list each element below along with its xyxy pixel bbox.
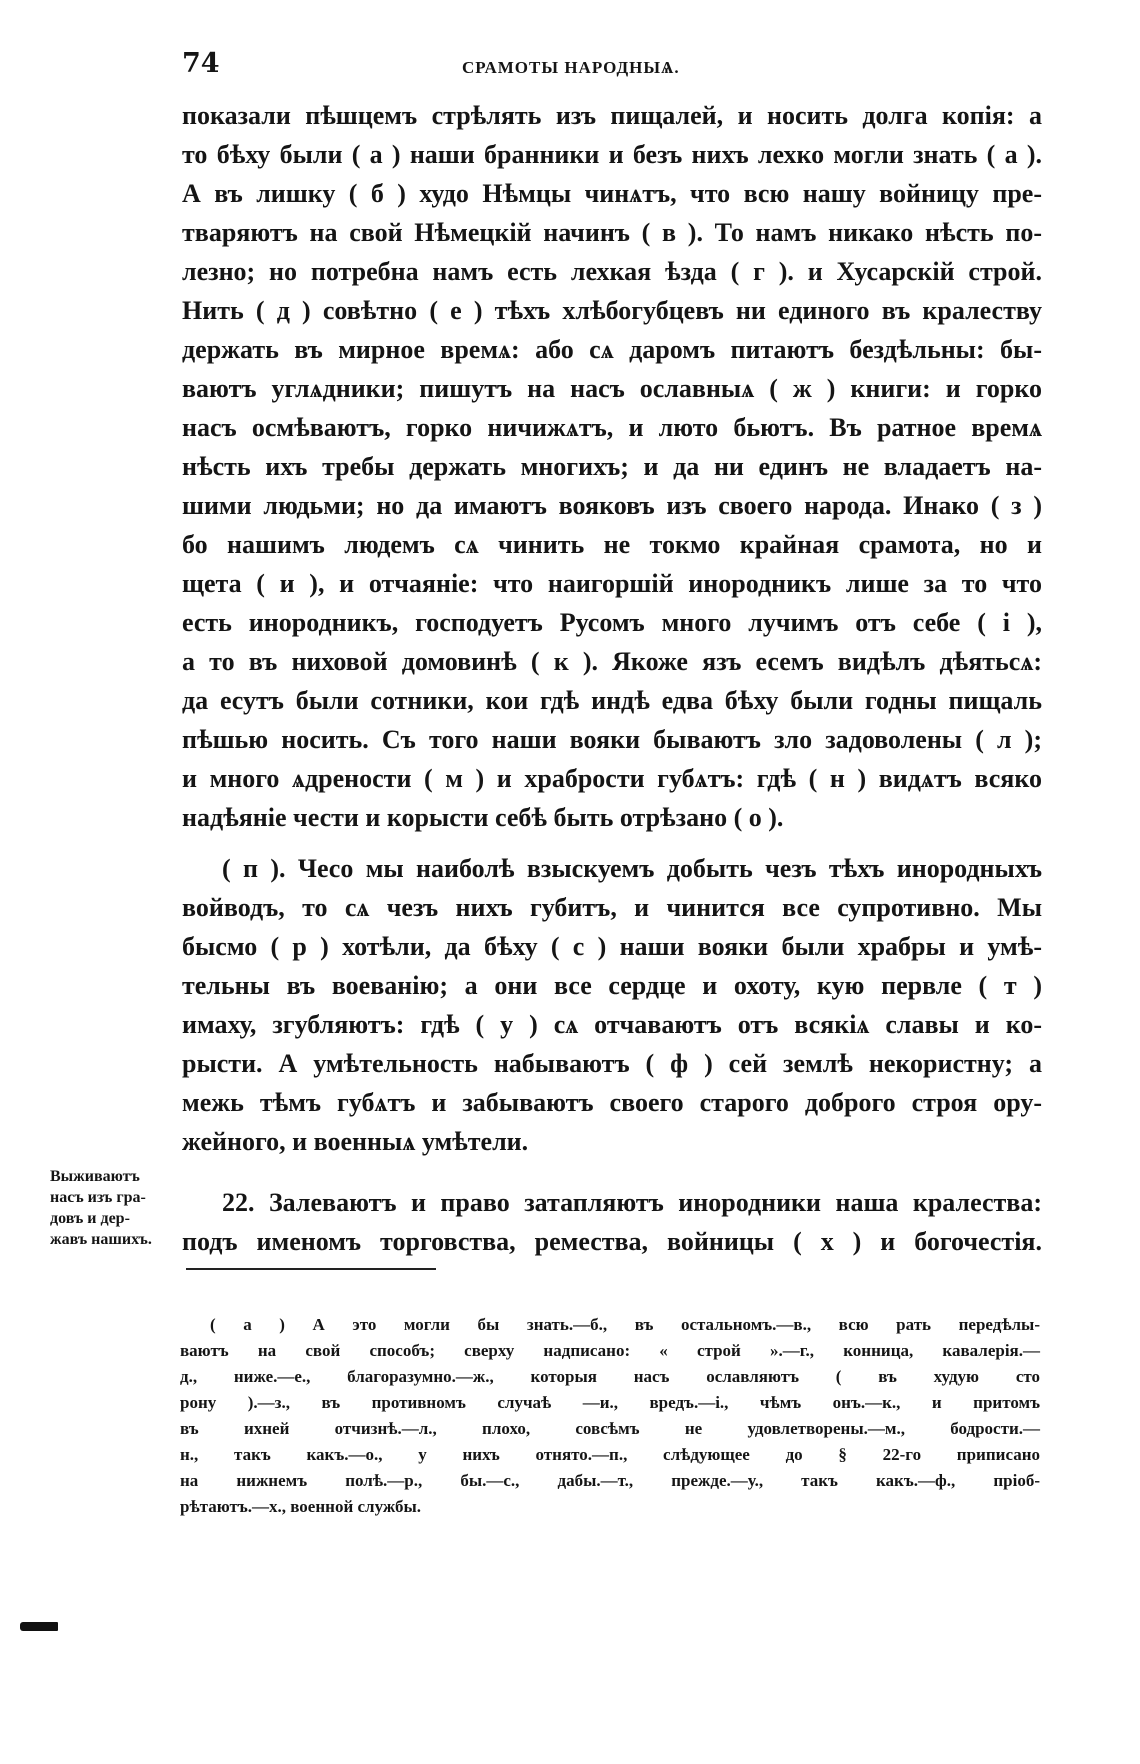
text-line: показали пѣшцемъ стрѣлять изъ пищалей, и носить долга копія: а [182, 101, 1042, 130]
paragraph-2 [182, 849, 1042, 1161]
text-line: насъ осмѣваютъ, горко ничижѧтъ, и люто бьютъ. Въ ратное времѧ [182, 413, 1042, 442]
text-line: тваряютъ на свой Нѣмецкій начинъ ( в ). То намъ никако нѣсть по- [182, 218, 1042, 247]
text-line: рысти. А умѣтельность набываютъ ( ф ) сей землѣ некористну; а [182, 1049, 1042, 1078]
text-line: подъ именомъ торговства, ремества, войницы ( х ) и богочестія. [182, 1227, 1042, 1256]
text-line: держать въ мирное времѧ: або сѧ даромъ питаютъ бездѣльны: бы- [182, 335, 1042, 364]
paragraph-1 [182, 96, 1042, 837]
footnote-line: рону ).—з., въ противномъ случаѣ —и., вредъ.—і., чѣмъ онъ.—к., и притомъ [180, 1393, 1040, 1412]
text-line: тельны въ воеванію; а они все сердце и охоту, кую первле ( т ) [182, 971, 1042, 1000]
scan-mark [20, 1622, 58, 1631]
text-line: войводъ, то сѧ чезъ нихъ губитъ, и чинится все супротивно. Мы [182, 893, 1042, 922]
footnote-line: ваютъ на свой способъ; сверху надписано: « строй ».—г., конница, кавалерія.— [180, 1341, 1040, 1360]
footnote-line: на нижнемъ полѣ.—р., бы.—с., дабы.—т., прежде.—у., такъ какъ.—ф., пріоб- [180, 1471, 1040, 1490]
page-number: 74 [182, 48, 220, 79]
text-line: лезно; но потребна намъ есть лехкая ѣзда ( г ). и Хусарскій строй. [182, 257, 1042, 286]
running-title: СРАМОТЫ НАРОДНЫѦ. [462, 58, 680, 77]
footnote-line: рѣтаютъ.—х., военной службы. [180, 1497, 421, 1516]
text-line: надѣяніе чести и корысти себѣ быть отрѣзано ( о ). [182, 803, 784, 832]
text-line: шими людьми; но да имаютъ вояковъ изъ своего народа. Инако ( з ) [182, 491, 1042, 520]
footnote-rule [186, 1268, 436, 1270]
paragraph-3 [182, 1183, 1042, 1261]
text-line: бысмо ( р ) хотѣли, да бѣху ( с ) наши вояки были храбры и умѣ- [182, 932, 1042, 961]
text-line: то бѣху были ( а ) наши бранники и безъ нихъ лехко могли знать ( а ). [182, 140, 1042, 169]
text-line: а то въ ниховой домовинѣ ( к ). Якоже язъ есемъ видѣлъ дѣятьсѧ: [182, 647, 1042, 676]
text-line: ( п ). Чесо мы наиболѣ взыскуемъ добыть чезъ тѣхъ инородныхъ [222, 854, 1042, 883]
margin-note-line: Выживаютъ [50, 1168, 140, 1185]
footnote-line: н., такъ какъ.—о., у нихъ отнято.—п., слѣдующее до § 22-го приписано [180, 1445, 1040, 1464]
margin-note [50, 1166, 170, 1250]
text-line: щета ( и ), и отчаяніе: что наигоршій инородникъ лише за то что [182, 569, 1042, 598]
footnote-line: ( а ) А это могли бы знать.—б., въ остальномъ.—в., всю рать передѣлы- [210, 1315, 1040, 1334]
footnote-line: въ ихней отчизнѣ.—л., плохо, совсѣмъ не удовлетворены.—м., бодрости.— [180, 1419, 1040, 1438]
text-line: жейного, и военныѧ умѣтели. [182, 1127, 529, 1156]
footnote-line: д., ниже.—е., благоразумно.—ж., которыя насъ ославляютъ ( въ худую сто [180, 1367, 1040, 1386]
text-line: Нить ( д ) совѣтно ( е ) тѣхъ хлѣбогубцевъ ни единого въ кралеству [182, 296, 1042, 325]
text-line: 22. Залеваютъ и право затапляютъ инородники наша кралества: [222, 1188, 1042, 1217]
footnotes [180, 1312, 1040, 1520]
text-line: да есутъ были сотники, кои гдѣ индѣ едва бѣху были годны пищаль [182, 686, 1042, 715]
margin-note-line: насъ изъ гра- [50, 1189, 146, 1206]
text-line: пѣшью носить. Съ того наши вояки бываютъ зло задоволены ( л ); [182, 725, 1042, 754]
text-line: имаху, згубляютъ: гдѣ ( у ) сѧ отчаваютъ отъ всякіѧ славы и ко- [182, 1010, 1042, 1039]
text-line: нѣсть ихъ требы держать многихъ; и да ни единъ не владаетъ на- [182, 452, 1042, 481]
page-header [182, 48, 1042, 88]
text-line: межь тѣмъ губѧтъ и забываютъ своего старого доброго строя ору- [182, 1088, 1042, 1117]
margin-note-line: жавъ нашихъ. [50, 1231, 152, 1248]
main-text [182, 96, 1042, 1261]
margin-note-line: довъ и дер- [50, 1210, 130, 1227]
text-line: есть инородникъ, господуетъ Русомъ много лучимъ отъ себе ( і ), [182, 608, 1042, 637]
text-line: и много ѧдрености ( м ) и храбрости губѧтъ: гдѣ ( н ) видѧтъ всяко [182, 764, 1042, 793]
text-line: А въ лишку ( б ) худо Нѣмцы чинѧтъ, что всю нашу войницу пре- [182, 179, 1042, 208]
text-line: ваютъ углѧдники; пишутъ на насъ ославныѧ ( ж ) книги: и горко [182, 374, 1042, 403]
text-line: бо нашимъ людемъ сѧ чинить не токмо крайная срамота, но и [182, 530, 1042, 559]
